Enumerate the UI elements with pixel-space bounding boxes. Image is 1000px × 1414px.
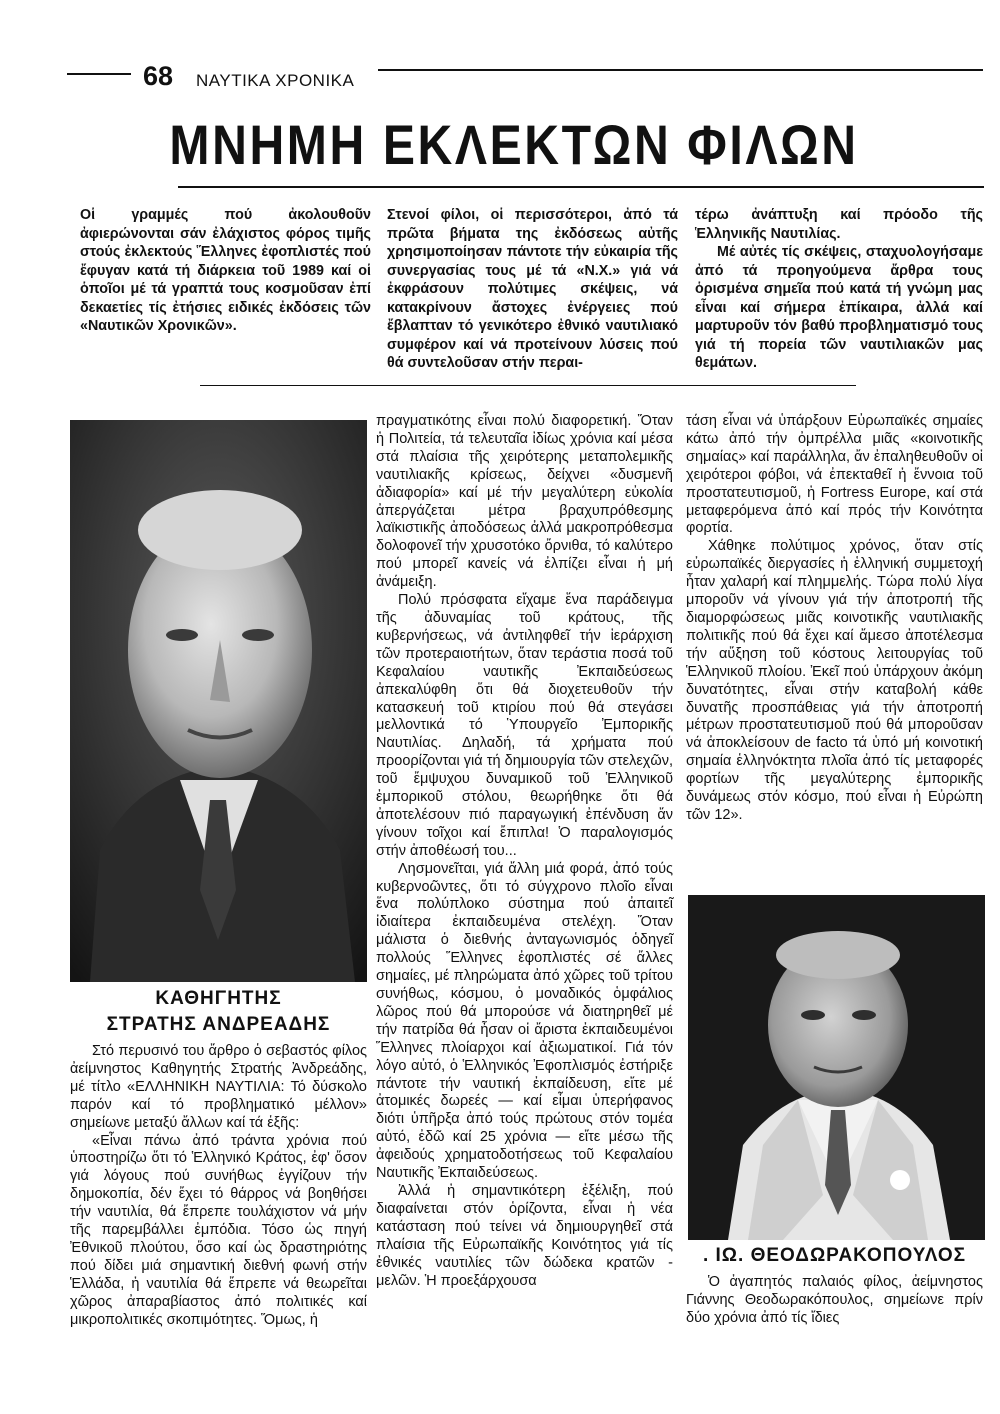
- intro-col3-para-1: τέρω ἀνάπτυξη καί πρόοδο τῆς Ἑλληνικῆς Ναυτιλίας.: [695, 207, 983, 242]
- caption-theodorakopoulos: . ΙΩ. ΘΕΟΔΩΡΑΚΟΠΟΥΛΟΣ: [702, 1245, 967, 1266]
- portrait-andreadis: [70, 420, 367, 982]
- header-rule-right: [378, 69, 983, 71]
- middle-column: [376, 413, 673, 1290]
- caption-andreadis-title: ΚΑΘΗΓΗΤΗΣ: [155, 988, 282, 1009]
- intro-column-1: Οἱ γραμμές πού ἀκολουθοῦν ἀφιερώνονται σάν ἐλάχιστος φόρος τιμῆς στούς ἐκλεκτούς Ἕλληνες ἐφοπλιστές πού ἔφυγαν κατά τή διάρκεια τοῦ 1989 καί οἱ ὁποῖοι μέ τά γραπτά τους κοσμοῦσαν ἐπί δεκαετίες τίς ἐτήσιες ειδικές ἐκδόσεις τῶν «Ναυτικῶν Χρονικῶν».: [80, 207, 371, 334]
- article-title: ΜΝΗΜΗ ΕΚΛΕΚΤΩΝ ΦΙΛΩΝ: [169, 113, 859, 176]
- caption-andreadis: [70, 986, 367, 1038]
- caption-andreadis-name: ΣΤΡΑΤΗΣ ΑΝΔΡΕΑΔΗΣ: [106, 1014, 331, 1035]
- title-underline: [178, 186, 984, 188]
- right-para-3: Ὁ ἀγαπητός παλαιός φίλος, ἀείμνηστος Γιάννης Θεοδωρακόπουλος, σημείωνε πρίν δύο χρόνια ἀπό τίς ἴδιες: [686, 1274, 983, 1326]
- header-rule-left: [67, 73, 131, 75]
- page-number: 68: [143, 61, 174, 91]
- right-para-2: Χάθηκε πολύτιμος χρόνος, ὅταν στίς εὐρωπαϊκές διεργασίες ἡ ἑλληνική συμμετοχή ἦταν χαλαρή καί πλημμελής. Τώρα πολύ λίγα μποροῦν νά γίνουν γιά τήν ἀποτροπή τῆς διαμορφώσεως μιᾶς κοινοτικῆς ναυτιλιακῆς πολιτικῆς πού θά ἔχει καί ἄμεσο ἀποτέλεσμα τήν αὔξηση τοῦ κόστους λειτουργίας τοῦ Ἑλληνικοῦ πλοίου. Ἐκεῖ πού ὑπάρχουν ἀκόμη δυνατότητες, εἶναι στήν καταβολή κάθε δυνατῆς προσπάθειας γιά τήν ἀποτροπή μέτρων προστατευτισμοῦ πού θά μποροῦσαν νά ἀποκλείσουν de facto τά ὑπό μή κοινοτική σημαία ἑλληνόκτητα πλοῖα ἀπό τίς μεταφορές φορτίων τῆς μεγαλύτερης ἐμπορικῆς δυνάμεως στόν κόσμο, πού εἶναι ἡ Εὐρώπη τῶν 12».: [686, 538, 983, 823]
- right-para-1: τάση εἶναι νά ὑπάρξουν Εὐρωπαϊκές σημαίες κάτω ἀπό τήν ὀμπρέλλα μιᾶς «κοινοτικῆς σημαίας» καί παράλληλα, ἄν ἐπαληθευθοῦν οἱ χειρότεροι φόβοι, νά ἐπεκταθεῖ ἡ ἔννοια τοῦ προστατευτισμοῦ, ἡ Fortress Europe, καί στά μεταφερόμενα ἀπό καί πρός τήν Κοινότητα φορτία.: [686, 413, 983, 537]
- intro-col3-para-2: Μέ αὐτές τίς σκέψεις, σταχυολογήσαμε ἀπό τά προηγούμενα ἄρθρα τους ὁρισμένα σημεῖα πού κατά τή γνώμη μας εἶναι καί σήμερα ἐπίκαιρα, ἀλλά καί μαρτυροῦν τόν βαθύ προβληματισμό τους γιά τή πορεία τῶν ναυτιλιακῶν μας θεμάτων.: [695, 244, 983, 371]
- middle-para-4: Ἀλλά ἡ σημαντικότερη ἐξέλιξη, πού διαφαίνεται στόν ὁρίζοντα, εἶναι ἡ νέα κατάσταση πού τείνει νά δημιουργηθεῖ στά πλαίσια τῆς Εὐρωπαϊκῆς Κοινότητος γιά τίς ἐθνικές ναυτιλίες τῶν δώδεκα κρατῶν - μελῶν. Ἡ προεξάρχουσα: [376, 1182, 673, 1289]
- andreadis-text: [70, 1043, 367, 1330]
- publication-name: ΝΑΥΤΙΚΑ ΧΡΟΝΙΚΑ: [196, 71, 355, 90]
- middle-para-3: Λησμονεῖται, γιά ἄλλη μιά φορά, ἀπό τούς κυβερνοῶντες, ὅτι τό σύγχρονο πλοῖο εἶναι ἕνα πολύπλοκο σύστημα πού ἀπαιτεῖ ἰδιαίτερα ἐκπαιδευμένα στελέχη. Ὅταν μάλιστα ὁ διεθνής ἀνταγωνισμός ὁδηγεῖ πολλούς Ἕλληνες ἐφοπλιστές σέ ἄλλες σημαίες, μέ πληρώματα ἀπό χῶρες τοῦ τρίτου συνήθως, κόσμου, ὁ μοναδικός ὁμφάλιος λῶρος πού θά μπορούσε νά διατηρηθεῖ μέ τήν πατρίδα θά ἦσαν οἱ ἄριστα ἐκπαιδευμένοι Ἕλληνες πλοίαρχοι καί ἀξιωματικοί. Γιά τόν λόγο αὐτό, ὁ Ἑλληνικός Ἐφοπλισμός ἐστήριξε πάντοτε τήν ναυτική ἐκπαίδευση, εἴτε μέ ἀτομικές δωρεές — καί εἶμαι ὑπερήφανος διότι ὑπῆρξα ἀπό τούς πρώτους στόν τομέα αὐτό, ἐδῶ καί 25 χρόνια — εἴτε μέσω τῆς ἀφειδούς χρηματοδοτήσεως τοῦ Κεφαλαίου Ναυτικῆς Ἐκπαιδεύσεως.: [376, 860, 673, 1182]
- section-divider: [200, 385, 856, 386]
- portrait-theodorakopoulos: [688, 895, 985, 1240]
- intro-column-3: [695, 206, 983, 373]
- andreadis-para-1: Στό περυσινό του ἄρθρο ὁ σεβαστός φίλος ἀείμνηστος Καθηγητής Στρατής Ἀνδρεάδης, μέ τίτλο «ΕΛΛΗΝΙΚΗ ΝΑΥΤΙΛΙΑ: Τό δύσκολο παρόν καί τό προβληματικό μέλλον» σημείωνε μεταξύ ἄλλων καί τά ἑξῆς:: [70, 1043, 367, 1131]
- intro-column-2: Στενοί φίλοι, οἱ περισσότεροι, ἀπό τά πρῶτα βήματα της ἐκδόσεως αὐτῆς χρησιμοποίησαν πάντοτε τήν εὐκαιρία τῆς συνεργασίας τους μέ τά «Ν.Χ.» γιά νά ἐκφράσουν πολύτιμες σκέψεις, νά κατακρίνουν ἄστοχες ἐνέργειες πού ἔβλαπταν τό γενικότερο ἐθνικό ναυτιλιακό συμφέρον καί νά προτείνουν λύσεις πού θά συντελοῦσαν στήν περαι-: [387, 207, 678, 371]
- andreadis-para-2: «Εἶναι πάνω ἀπό τράντα χρόνια πού ὑποστηρίζω ὅτι τό Ἑλληνικό Κράτος, ἐφ' ὅσον γιά λόγους πού συνήθως ἐγγίζουν τήν δημοκοπία, δέν ἔχει τό θάρρος νά βοηθήσει τήν ναυτιλία, θά ἔπρεπε τουλάχιστον νά μήν τῆς παρεμβάλλει ἐμπόδια. Τόσο ὡς πηγή Ἐθνικοῦ πλούτου, ὅσο καί ὡς δραστηριότης πού δίδει μιά σημαντική διεθνή φωνή στήν Ἑλλάδα, ἡ ναυτιλία θά ἔπρεπε νά θεωρεῖται χῶρος ἀπαραβίαστος ἀπό πολιτικές καί μικροπολιτικές σκοπιμότητες. Ὅμως, ἡ: [70, 1132, 367, 1328]
- right-column-top: [686, 413, 983, 825]
- middle-para-2: Πολύ πρόσφατα εἴχαμε ἕνα παράδειγμα τῆς ἀδυναμίας τοῦ κράτους, τῆς κυβερνήσεως, νά ἀντιληφθεῖ τήν ἱεράρχιση τῶν προτεραιοτήτων, ὅταν τεράστια ποσά τοῦ Κεφαλαίου ναυτικῆς Ἐκπαιδεύσεως ἀπεκαλύφθη ὅτι θά διοχετευθοῦν τήν κατασκευή τοῦ κτιρίου πού θά στεγάσει μελλοντικά τό Ὑπουργεῖο Ἐμπορικῆς Ναυτιλίας. Δηλαδή, τά χρήματα πού προορίζονται γιά τή δημιουργία τῶν στελεχῶν, τοῦ ἔμψυχου δυναμικοῦ τοῦ Ἑλληνικοῦ ἐμπορικοῦ στόλου, θεωρήθηκε ὅτι θά ἀποτελέσουν πιό παραγωγική ἐπένδυση ἄν γίνουν τοῖχοι καί ἔπιπλα! Ὁ παραλογισμός στήν ἀποθέωσή του...: [376, 592, 673, 859]
- right-column-bottom: [686, 1274, 983, 1328]
- middle-para-1: πραγματικότης εἶναι πολύ διαφορετική. Ὅταν ἡ Πολιτεία, τά τελευταῖα ἰδίως χρόνια καί μέσα στά πλαίσια τῆς χειρότερης μεταπολεμικῆς ναυτιλιακῆς κρίσεως, δείχνει «δυσμενῆ ἀδιαφορία» καί μέ τήν μεγαλύτερη εὐκολία ἀπεργάζεται μέτρα βραχυπρόθεσμης λαϊκιστικῆς ἀποδόσεως ἀλλά μακροπρόθεσμα δολοφονεῖ τήν χρυσοτόκο ὄρνιθα, τό καλύτερο πού μπορεῖ κανείς νά ἐλπίζει εἶναι ἡ μή ἀνάμειξη.: [376, 413, 673, 591]
